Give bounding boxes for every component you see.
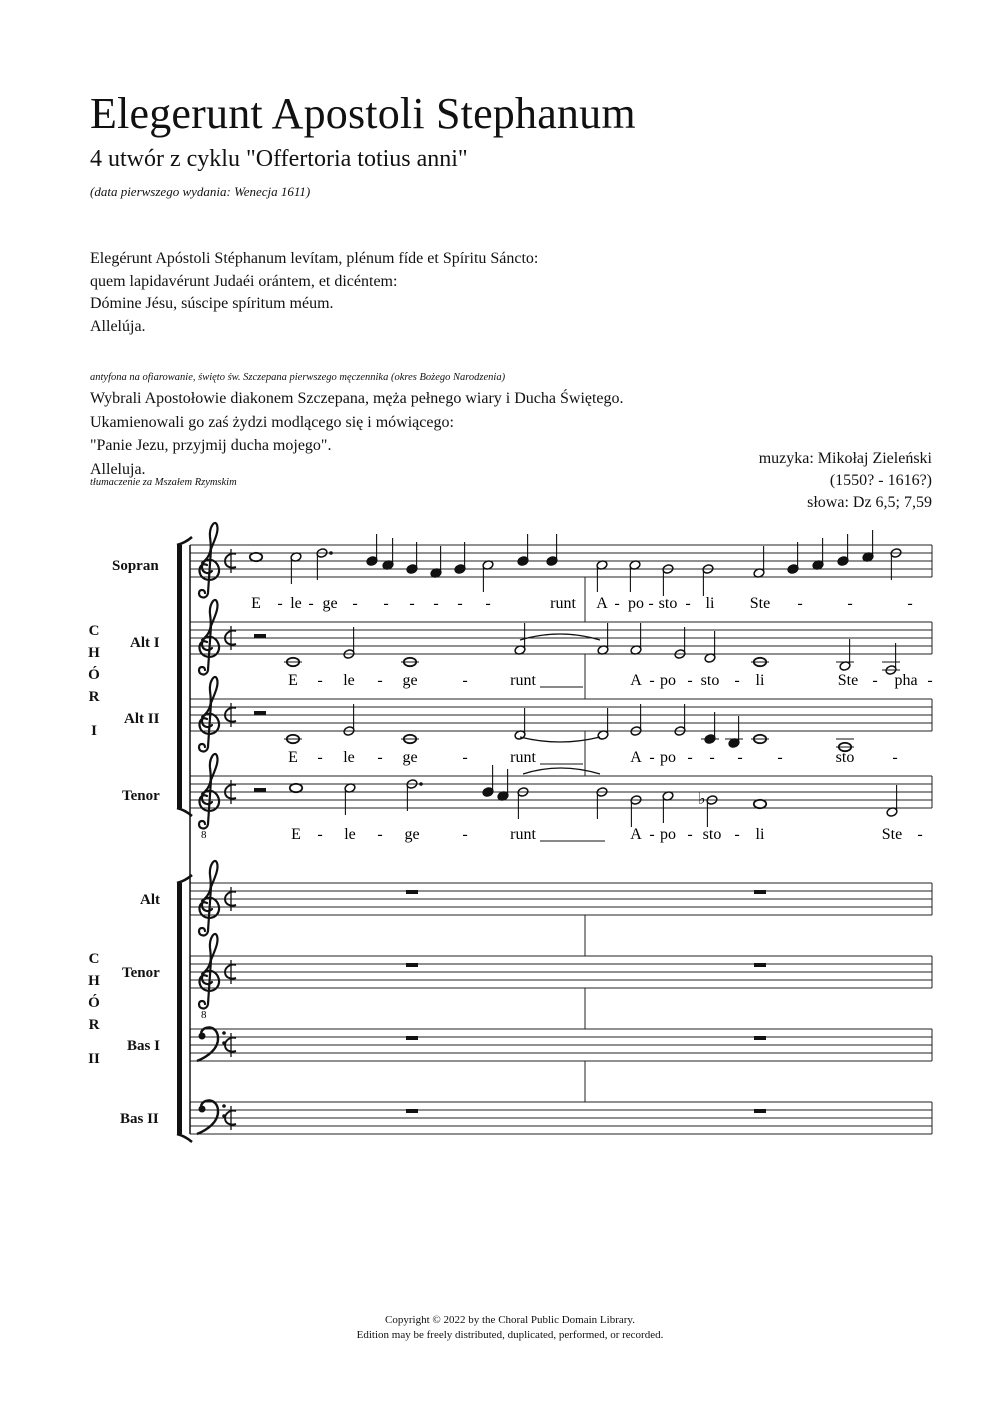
lyrics-sopran <box>251 595 913 612</box>
tie <box>523 768 600 774</box>
lyric-syllable: - <box>462 749 468 766</box>
bracket-hook <box>177 537 192 545</box>
note <box>406 542 418 574</box>
lyric-syllable: A <box>630 826 642 843</box>
polish-line: Ukamienowali go zaś żydzi modlącego się i mówiącego: <box>90 413 454 431</box>
note <box>284 658 302 666</box>
bracket-bar <box>177 545 182 808</box>
lyric-syllable: A <box>630 672 642 689</box>
lyric-syllable: le <box>344 826 356 843</box>
lyric-syllable: - <box>649 826 655 843</box>
bracket-bar <box>177 883 182 1134</box>
voice-label-tenor-choir2: Tenor <box>122 965 160 981</box>
voice-label-alt1: Alt I <box>130 635 160 651</box>
lyric-syllable: - <box>377 749 383 766</box>
tie <box>520 634 600 640</box>
note-head <box>754 800 766 808</box>
choir-2-label: C H Ó R II <box>88 951 100 1067</box>
lyric-syllable: runt <box>510 749 536 766</box>
lyric-syllable: le <box>343 672 355 689</box>
rest <box>254 788 266 792</box>
lyric-syllable: ge <box>404 826 420 843</box>
lyric-syllable: - <box>777 749 783 766</box>
rest <box>254 711 266 715</box>
treble-clef-icon <box>199 677 219 752</box>
lyric-syllable: E <box>288 672 298 689</box>
latin-line: Elegérunt Apóstoli Stéphanum levítam, plénum fíde et Spíritu Sáncto: <box>90 250 539 267</box>
lyric-syllable: - <box>687 749 693 766</box>
note <box>401 658 419 666</box>
lyric-syllable: - <box>383 595 389 612</box>
note <box>882 643 900 675</box>
lyric-syllable: pha <box>894 672 918 689</box>
note <box>597 708 609 740</box>
note <box>430 546 442 578</box>
note <box>886 785 898 817</box>
copyright-line: Copyright © 2022 by the Choral Public Domain Library. <box>385 1314 635 1326</box>
lyric-syllable: - <box>648 595 654 612</box>
lyric-syllable: - <box>797 595 803 612</box>
lyric-syllable: - <box>687 672 693 689</box>
lyric-syllable: A <box>630 749 642 766</box>
note <box>366 534 378 566</box>
lyric-syllable: - <box>308 595 314 612</box>
page-title: Elegerunt Apostoli Stephanum <box>90 89 636 138</box>
lyric-syllable: E <box>251 595 261 612</box>
note <box>629 560 641 592</box>
lyric-syllable: po <box>660 749 676 766</box>
rest <box>406 1109 418 1113</box>
lyric-syllable: - <box>377 672 383 689</box>
staff <box>190 754 932 841</box>
rest <box>754 1109 766 1113</box>
lyric-syllable: E <box>291 826 301 843</box>
lyric-syllable: - <box>687 826 693 843</box>
lyric-syllable: le <box>290 595 302 612</box>
staff <box>190 861 932 936</box>
staff <box>190 677 932 752</box>
note <box>250 553 262 561</box>
lyrics-alt2 <box>288 749 898 766</box>
lyric-syllable: - <box>317 749 323 766</box>
note <box>812 538 824 570</box>
note <box>751 735 769 743</box>
lyric-syllable: Ste <box>837 672 859 689</box>
note <box>751 658 769 666</box>
lyric-syllable: runt <box>510 672 536 689</box>
dot <box>329 551 333 555</box>
lyric-syllable: runt <box>550 595 576 612</box>
tie <box>520 737 600 742</box>
rest <box>754 890 766 894</box>
polish-line: Wybrali Apostołowie diakonem Szczepana, męża pełnego wiary i Ducha Świętego. <box>90 390 624 407</box>
note <box>862 530 874 562</box>
octave-mark: 8 <box>201 829 207 841</box>
note <box>514 708 526 740</box>
lyric-syllable: - <box>927 672 933 689</box>
lyric-syllable: - <box>709 749 715 766</box>
note <box>482 560 494 592</box>
rest <box>406 963 418 967</box>
lyric-syllable: - <box>847 595 853 612</box>
latin-line: Dómine Jésu, súscipe spíritum méum. <box>90 295 334 312</box>
page-subtitle: 4 utwór z cyklu "Offertoria totius anni" <box>90 146 468 172</box>
lyric-syllable: - <box>377 826 383 843</box>
lyric-syllable: ge <box>402 749 418 766</box>
bass-clef-icon <box>197 1100 226 1134</box>
note <box>836 639 854 671</box>
lyric-syllable: - <box>352 595 358 612</box>
note <box>382 538 394 570</box>
lyric-syllable: sto <box>702 826 722 843</box>
dot <box>419 782 423 786</box>
treble-clef-icon <box>199 523 219 598</box>
lyric-syllable: po <box>660 826 676 843</box>
polish-line: Alleluja. <box>90 460 146 478</box>
lyric-syllable: Ste <box>749 595 771 612</box>
note-head <box>290 784 302 792</box>
note <box>787 542 799 574</box>
lyric-syllable: - <box>649 749 655 766</box>
octave-mark: 8 <box>201 1009 207 1021</box>
lyric-syllable: - <box>462 672 468 689</box>
note <box>704 631 716 663</box>
staff <box>190 1027 932 1061</box>
note <box>596 560 608 592</box>
latin-line: Allelúja. <box>90 317 146 335</box>
antiphon-note: antyfona na ofiarowanie, święto św. Szczepana pierwszego męczennika (okres Bożego Narodzenia) <box>90 372 506 383</box>
rest <box>754 1036 766 1040</box>
lyrics-alt1 <box>288 672 933 689</box>
voice-label-alt-choir2: Alt <box>140 892 160 908</box>
lyric-syllable: - <box>907 595 913 612</box>
lyric-syllable: - <box>317 826 323 843</box>
note <box>290 552 302 584</box>
lyrics-tenor <box>291 826 923 843</box>
note <box>290 784 302 792</box>
rest <box>406 890 418 894</box>
note <box>837 534 849 566</box>
note <box>753 546 765 578</box>
lyric-syllable: - <box>317 672 323 689</box>
lyric-syllable: sto <box>658 595 678 612</box>
translation-note: tłumaczenie za Mszałem Rzymskim <box>90 477 237 488</box>
note <box>517 534 529 566</box>
lyric-syllable: - <box>614 595 620 612</box>
note <box>701 712 719 744</box>
lyric-syllable: - <box>734 672 740 689</box>
note <box>344 783 356 815</box>
lyric-syllable: ge <box>322 595 338 612</box>
rest <box>754 963 766 967</box>
staff <box>190 523 932 598</box>
license-line: Edition may be freely distributed, duplicated, performed, or recorded. <box>356 1329 664 1341</box>
lyric-syllable: - <box>409 595 415 612</box>
polish-line: "Panie Jezu, przyjmij ducha mojego". <box>90 437 332 454</box>
lyric-syllable: li <box>755 672 765 689</box>
lyric-syllable: ge <box>402 672 418 689</box>
lyric-syllable: po <box>660 672 676 689</box>
voice-label-alt2: Alt II <box>124 711 160 727</box>
lyric-syllable: - <box>872 672 878 689</box>
lyric-syllable: - <box>457 595 463 612</box>
lyric-syllable: A <box>596 595 608 612</box>
note <box>482 765 494 797</box>
note-head <box>250 553 262 561</box>
lyric-syllable: - <box>892 749 898 766</box>
composer-dates: (1550? - 1616?) <box>829 472 932 489</box>
lyric-syllable: - <box>917 826 923 843</box>
note <box>454 542 466 574</box>
lyric-syllable: - <box>485 595 491 612</box>
latin-line: quem lapidavérunt Judaéi orántem, et dicéntem: <box>90 272 398 290</box>
bass-clef-icon <box>197 1027 226 1061</box>
composer: muzyka: Mikołaj Zieleński <box>758 450 932 467</box>
text-source: słowa: Dz 6,5; 7,59 <box>807 494 932 511</box>
treble-clef-icon <box>199 600 219 675</box>
edition-note: (data pierwszego wydania: Wenecja 1611) <box>90 184 311 199</box>
treble-clef-icon <box>199 861 219 936</box>
voice-label-sopran: Sopran <box>112 558 159 574</box>
note <box>725 716 743 748</box>
lyric-syllable: - <box>649 672 655 689</box>
voice-label-bas1: Bas I <box>127 1038 160 1054</box>
treble-clef-icon <box>199 754 219 829</box>
note <box>662 791 674 823</box>
note <box>284 735 302 743</box>
lyric-syllable: le <box>343 749 355 766</box>
voice-label-bas2: Bas II <box>120 1111 159 1127</box>
lyric-syllable: - <box>462 826 468 843</box>
lyric-syllable: - <box>734 826 740 843</box>
note <box>630 623 642 655</box>
lyric-syllable: E <box>288 749 298 766</box>
lyric-syllable: po <box>628 595 644 612</box>
rest <box>406 1036 418 1040</box>
lyric-syllable: runt <box>510 826 536 843</box>
note <box>401 735 419 743</box>
lyric-syllable: - <box>277 595 283 612</box>
treble-clef-icon <box>199 934 219 1009</box>
note <box>497 769 509 801</box>
choir-1-label: C H Ó R I <box>88 623 100 739</box>
lyric-syllable: li <box>755 826 765 843</box>
note <box>754 800 766 808</box>
lyric-syllable: li <box>705 595 715 612</box>
staff <box>190 934 932 1021</box>
flat-icon: ♭ <box>698 791 706 808</box>
lyric-syllable: - <box>685 595 691 612</box>
lyric-syllable: - <box>433 595 439 612</box>
bracket-hook <box>177 1134 192 1142</box>
voice-label-tenor: Tenor <box>122 788 160 804</box>
lyric-syllable: sto <box>700 672 720 689</box>
lyric-syllable: - <box>737 749 743 766</box>
footer <box>0 1313 992 1343</box>
lyric-syllable: sto <box>835 749 855 766</box>
rest <box>254 634 266 638</box>
lyric-syllable: Ste <box>881 826 903 843</box>
note <box>546 534 558 566</box>
staff <box>190 1100 932 1134</box>
